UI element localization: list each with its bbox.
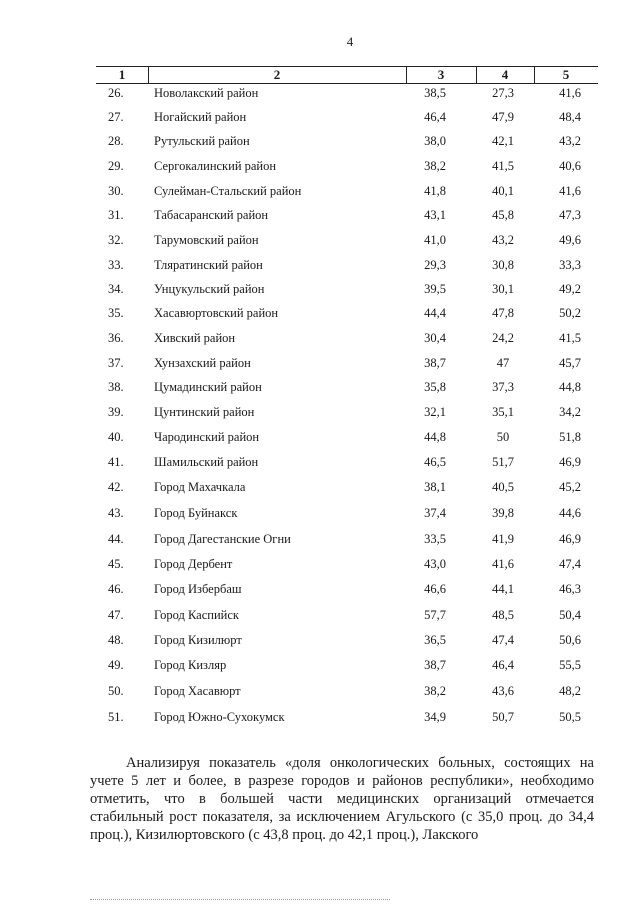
row-name: Город Избербаш (154, 582, 242, 596)
body-paragraph: Анализируя показатель «доля онкологических больных, состоящих на учете 5 лет и более, в разрезе городов и районов республики», необходимо отметить, что в большей части медицинских организаций отмечается стабильный рост показателя, за исключением Агульского (с 35,0 проц. до 34,4 проц.), Кизилюртовского (с 43,8 проц. до 42,1 проц.), Лакского (90, 755, 594, 843)
row-name: Город Хасавюрт (154, 684, 241, 698)
row-name: Ногайский район (154, 110, 247, 124)
row-value-col4: 46,4 (492, 658, 514, 672)
row-value-col5: 50,6 (559, 633, 581, 647)
table-row (0, 86, 640, 106)
table-row (0, 658, 640, 678)
row-value-col4: 50,7 (492, 710, 514, 724)
row-value-col5: 46,9 (559, 455, 581, 469)
row-value-col4: 43,2 (492, 233, 514, 247)
table-header (96, 66, 598, 84)
row-number: 27. (108, 110, 124, 124)
header-col-3: 3 (437, 67, 445, 82)
row-value-col4: 41,6 (492, 557, 514, 571)
table-row (0, 506, 640, 526)
table-row (0, 480, 640, 500)
row-value-col3: 34,9 (424, 710, 446, 724)
row-name: Сулейман-Стальский район (154, 184, 302, 198)
row-number: 42. (108, 480, 124, 494)
row-value-col3: 46,4 (424, 110, 446, 124)
row-value-col4: 41,5 (492, 159, 514, 173)
header-col-1: 1 (118, 67, 126, 82)
row-value-col3: 38,7 (424, 658, 446, 672)
row-value-col3: 38,2 (424, 684, 446, 698)
table-row (0, 633, 640, 653)
row-number: 49. (108, 658, 124, 672)
row-number: 47. (108, 608, 124, 622)
row-value-col3: 46,5 (424, 455, 446, 469)
row-number: 26. (108, 86, 124, 100)
table-row (0, 608, 640, 628)
row-value-col5: 46,9 (559, 532, 581, 546)
table-row (0, 110, 640, 130)
row-value-col4: 43,6 (492, 684, 514, 698)
row-number: 41. (108, 455, 124, 469)
row-number: 44. (108, 532, 124, 546)
row-number: 48. (108, 633, 124, 647)
row-name: Город Кизляр (154, 658, 227, 672)
row-value-col3: 30,4 (424, 331, 446, 345)
row-number: 45. (108, 557, 124, 571)
row-value-col5: 40,6 (559, 159, 581, 173)
row-name: Тарумовский район (154, 233, 259, 247)
table-row (0, 430, 640, 450)
row-value-col4: 37,3 (492, 380, 514, 394)
page-number: 4 (346, 34, 354, 49)
row-value-col4: 47,9 (492, 110, 514, 124)
table-row (0, 455, 640, 475)
table-row (0, 258, 640, 278)
table-row (0, 582, 640, 602)
row-value-col4: 39,8 (492, 506, 514, 520)
row-value-col3: 38,1 (424, 480, 446, 494)
row-value-col4: 47,4 (492, 633, 514, 647)
row-value-col4: 40,1 (492, 184, 514, 198)
row-value-col5: 49,2 (559, 282, 581, 296)
table-row (0, 233, 640, 253)
row-value-col5: 46,3 (559, 582, 581, 596)
row-number: 32. (108, 233, 124, 247)
row-name: Город Махачкала (154, 480, 246, 494)
row-value-col5: 50,5 (559, 710, 581, 724)
row-name: Шамильский район (154, 455, 259, 469)
row-number: 46. (108, 582, 124, 596)
row-value-col3: 29,3 (424, 258, 446, 272)
row-value-col4: 47 (496, 356, 510, 370)
row-value-col5: 49,6 (559, 233, 581, 247)
row-value-col3: 57,7 (424, 608, 446, 622)
header-col-4: 4 (501, 67, 509, 82)
row-number: 50. (108, 684, 124, 698)
row-number: 43. (108, 506, 124, 520)
row-number: 38. (108, 380, 124, 394)
header-col-5: 5 (562, 67, 570, 82)
row-name: Город Южно-Сухокумск (154, 710, 285, 724)
row-value-col3: 38,0 (424, 134, 446, 148)
header-col-2: 2 (273, 67, 281, 82)
row-value-col4: 30,8 (492, 258, 514, 272)
row-name: Табасаранский район (154, 208, 269, 222)
row-value-col4: 48,5 (492, 608, 514, 622)
row-value-col3: 41,8 (424, 184, 446, 198)
table-row (0, 134, 640, 154)
row-value-col5: 45,2 (559, 480, 581, 494)
table-row (0, 710, 640, 730)
row-value-col5: 41,6 (559, 86, 581, 100)
table-row (0, 331, 640, 351)
row-name: Город Дагестанские Огни (154, 532, 291, 546)
row-value-col4: 30,1 (492, 282, 514, 296)
row-value-col5: 41,6 (559, 184, 581, 198)
row-name: Хивский район (154, 331, 236, 345)
table-row (0, 159, 640, 179)
row-value-col5: 33,3 (559, 258, 581, 272)
row-name: Хунзахский район (154, 356, 251, 370)
row-number: 36. (108, 331, 124, 345)
row-name: Чародинский район (154, 430, 260, 444)
row-value-col4: 24,2 (492, 331, 514, 345)
row-number: 39. (108, 405, 124, 419)
row-value-col5: 41,5 (559, 331, 581, 345)
row-value-col3: 46,6 (424, 582, 446, 596)
table-row (0, 557, 640, 577)
row-value-col3: 44,8 (424, 430, 446, 444)
row-number: 37. (108, 356, 124, 370)
row-value-col5: 43,2 (559, 134, 581, 148)
row-value-col4: 41,9 (492, 532, 514, 546)
row-name: Город Буйнакск (154, 506, 238, 520)
row-name: Хасавюртовский район (154, 306, 279, 320)
row-value-col3: 37,4 (424, 506, 446, 520)
footer-divider (90, 899, 390, 900)
row-value-col5: 45,7 (559, 356, 581, 370)
table-row (0, 380, 640, 400)
row-value-col5: 55,5 (559, 658, 581, 672)
row-name: Тляратинский район (154, 258, 263, 272)
row-name: Унцукульский район (154, 282, 265, 296)
row-value-col5: 47,3 (559, 208, 581, 222)
row-name: Новолакский район (154, 86, 259, 100)
row-value-col3: 41,0 (424, 233, 446, 247)
table-row (0, 184, 640, 204)
row-value-col5: 51,8 (559, 430, 581, 444)
row-value-col3: 35,8 (424, 380, 446, 394)
row-value-col5: 50,4 (559, 608, 581, 622)
row-number: 31. (108, 208, 124, 222)
row-value-col4: 47,8 (492, 306, 514, 320)
table-row (0, 405, 640, 425)
row-name: Цумадинский район (154, 380, 262, 394)
row-name: Рутульский район (154, 134, 250, 148)
row-value-col4: 51,7 (492, 455, 514, 469)
row-value-col5: 44,6 (559, 506, 581, 520)
row-value-col4: 50 (496, 430, 510, 444)
row-name: Сергокалинский район (154, 159, 277, 173)
row-name: Цунтинский район (154, 405, 255, 419)
row-value-col3: 36,5 (424, 633, 446, 647)
row-name: Город Кизилюрт (154, 633, 242, 647)
row-value-col3: 39,5 (424, 282, 446, 296)
table-row (0, 532, 640, 552)
table-row (0, 306, 640, 326)
row-value-col4: 44,1 (492, 582, 514, 596)
row-value-col4: 40,5 (492, 480, 514, 494)
row-value-col5: 50,2 (559, 306, 581, 320)
row-value-col3: 33,5 (424, 532, 446, 546)
table-row (0, 208, 640, 228)
row-number: 28. (108, 134, 124, 148)
row-value-col3: 38,2 (424, 159, 446, 173)
row-value-col5: 47,4 (559, 557, 581, 571)
table-row (0, 282, 640, 302)
row-number: 51. (108, 710, 124, 724)
table-row (0, 356, 640, 376)
row-value-col5: 48,2 (559, 684, 581, 698)
row-value-col4: 35,1 (492, 405, 514, 419)
row-value-col3: 38,7 (424, 356, 446, 370)
table-row (0, 684, 640, 704)
row-name: Город Каспийск (154, 608, 239, 622)
row-value-col4: 42,1 (492, 134, 514, 148)
row-name: Город Дербент (154, 557, 233, 571)
row-value-col3: 38,5 (424, 86, 446, 100)
row-number: 40. (108, 430, 124, 444)
row-number: 30. (108, 184, 124, 198)
row-value-col5: 48,4 (559, 110, 581, 124)
row-value-col4: 45,8 (492, 208, 514, 222)
row-number: 29. (108, 159, 124, 173)
row-value-col3: 32,1 (424, 405, 446, 419)
row-value-col5: 44,8 (559, 380, 581, 394)
row-number: 33. (108, 258, 124, 272)
row-value-col3: 43,1 (424, 208, 446, 222)
row-value-col3: 44,4 (424, 306, 446, 320)
row-value-col4: 27,3 (492, 86, 514, 100)
row-number: 35. (108, 306, 124, 320)
row-value-col5: 34,2 (559, 405, 581, 419)
row-number: 34. (108, 282, 124, 296)
row-value-col3: 43,0 (424, 557, 446, 571)
